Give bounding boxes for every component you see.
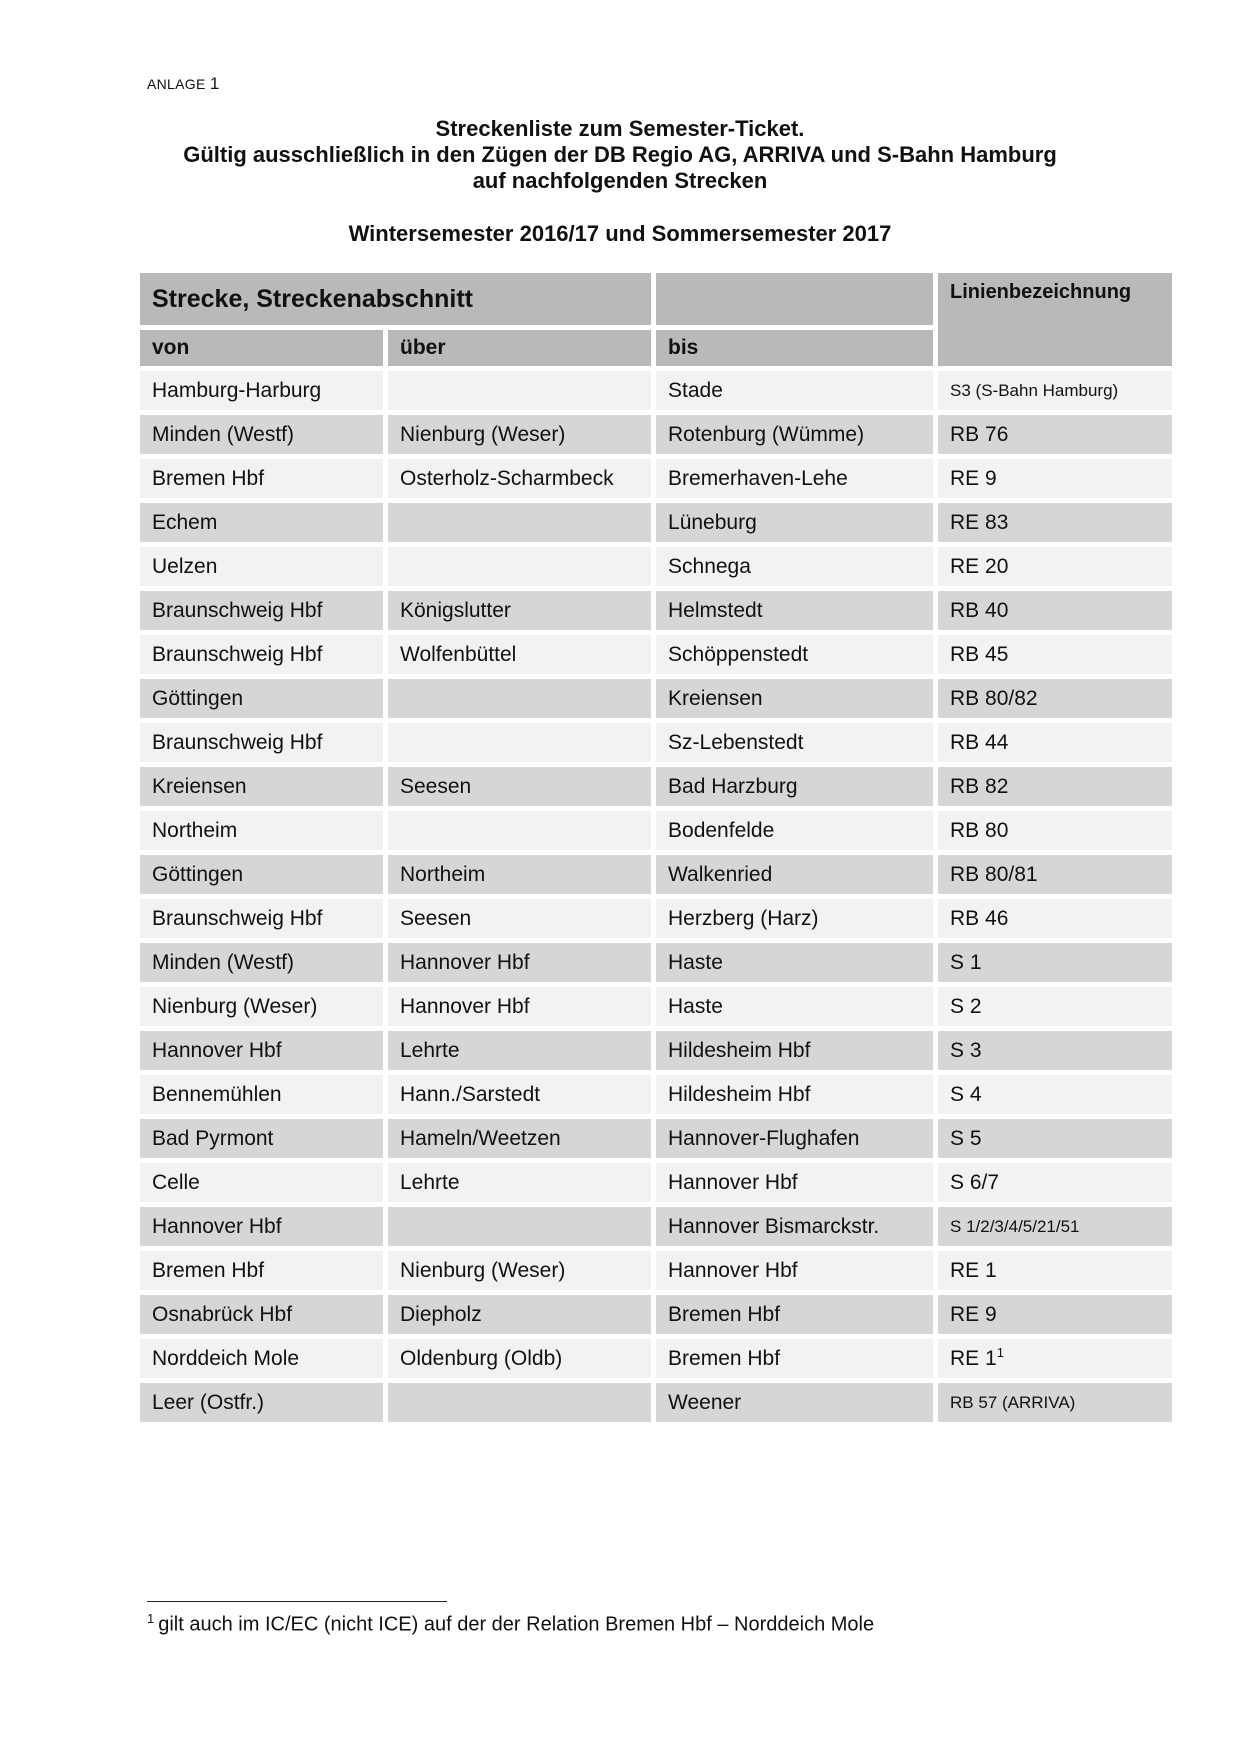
cell-via-text: Seesen [400,906,472,930]
cell-from-text: Göttingen [152,686,244,710]
cell-line [938,723,1172,762]
cell-via [388,1339,651,1378]
route-table [135,268,1177,1427]
cell-to-text: Kreiensen [668,686,763,710]
cell-via [388,1251,651,1290]
table-row [140,679,1172,718]
annex-number: 1 [209,74,220,93]
cell-via-text: Wolfenbüttel [400,642,517,666]
document-title [0,116,1240,194]
cell-line-text: RB 57 (ARRIVA) [950,1392,1076,1412]
cell-to-text: Stade [668,378,723,402]
cell-via [388,767,651,806]
cell-via [388,679,651,718]
cell-from [140,591,383,630]
cell-line [938,1207,1172,1246]
cell-to [656,1339,933,1378]
table-row [140,635,1172,674]
cell-from-text: Bennemühlen [152,1082,282,1106]
title-line-3: auf nachfolgenden Strecken [472,168,768,193]
cell-via [388,855,651,894]
cell-from-text: Uelzen [152,554,218,578]
table-row [140,1251,1172,1290]
footnote-text: gilt auch im IC/EC (nicht ICE) auf der der Relation Bremen Hbf – Norddeich Mole [158,1613,875,1636]
cell-to [656,1031,933,1070]
cell-via-text: Hameln/Weetzen [400,1126,561,1150]
cell-from [140,547,383,586]
cell-to [656,1119,933,1158]
cell-via [388,1031,651,1070]
annex-label [147,74,220,94]
cell-to-text: Hannover-Flughafen [668,1126,860,1150]
cell-from-text: Hannover Hbf [152,1038,282,1062]
cell-to-text: Schnega [668,554,751,578]
table-row [140,1295,1172,1334]
cell-via [388,1163,651,1202]
cell-to-text: Schöppenstedt [668,642,809,666]
title-line-2: Gültig ausschließlich in den Zügen der DB Regio AG, ARRIVA und S-Bahn Hamburg [183,142,1057,167]
cell-via [388,591,651,630]
table-row [140,415,1172,454]
cell-line-text: RB 82 [950,774,1009,798]
cell-from [140,1075,383,1114]
cell-via [388,547,651,586]
cell-line-text: RE 83 [950,510,1009,534]
header-to: bis [656,330,933,366]
cell-line-text: RB 80 [950,818,1009,842]
cell-via-text: Northeim [400,862,486,886]
header-from: von [140,330,383,366]
cell-via-text: Seesen [400,774,472,798]
cell-to [656,855,933,894]
cell-from [140,1251,383,1290]
cell-line-text: RE 1 [950,1258,997,1282]
cell-line-text: S 1/2/3/4/5/21/51 [950,1216,1080,1236]
table-row [140,855,1172,894]
cell-via-text: Lehrte [400,1170,460,1194]
cell-via [388,1207,651,1246]
cell-line [938,767,1172,806]
cell-from-text: Braunschweig Hbf [152,598,323,622]
cell-to-text: Bad Harzburg [668,774,798,798]
cell-from [140,723,383,762]
cell-line [938,811,1172,850]
cell-to [656,1295,933,1334]
cell-line [938,547,1172,586]
cell-line [938,1163,1172,1202]
cell-via-text: Oldenburg (Oldb) [400,1346,563,1370]
cell-from-text: Braunschweig Hbf [152,642,323,666]
cell-line [938,1251,1172,1290]
cell-via [388,1119,651,1158]
cell-from-text: Braunschweig Hbf [152,906,323,930]
cell-to-text: Sz-Lebenstedt [668,730,804,754]
cell-to [656,503,933,542]
table-row [140,1163,1172,1202]
cell-from-text: Bremen Hbf [152,1258,265,1282]
semester-heading: Wintersemester 2016/17 und Sommersemester 2017 [348,221,892,246]
cell-line [938,1383,1172,1422]
cell-to-text: Hildesheim Hbf [668,1082,811,1106]
cell-via [388,943,651,982]
header-via: über [388,330,651,366]
cell-from-text: Nienburg (Weser) [152,994,318,1018]
cell-from [140,943,383,982]
title-line-1: Streckenliste zum Semester-Ticket. [435,116,805,141]
cell-from-text: Leer (Ostfr.) [152,1390,265,1414]
table-row [140,987,1172,1026]
cell-from-text: Norddeich Mole [152,1346,300,1370]
cell-to-text: Bremen Hbf [668,1302,781,1326]
cell-to-text: Bremen Hbf [668,1346,781,1370]
cell-via [388,459,651,498]
cell-line-text: RB 40 [950,598,1009,622]
cell-from [140,899,383,938]
cell-from-text: Minden (Westf) [152,422,294,446]
cell-from-text: Osnabrück Hbf [152,1302,293,1326]
cell-from [140,1119,383,1158]
cell-from-text: Northeim [152,818,238,842]
table-row [140,1075,1172,1114]
cell-line [938,1031,1172,1070]
cell-to [656,899,933,938]
cell-from [140,767,383,806]
cell-from-text: Göttingen [152,862,244,886]
table-row [140,1383,1172,1422]
cell-line-text: RB 76 [950,422,1009,446]
cell-from [140,415,383,454]
table-row [140,547,1172,586]
cell-from [140,1339,383,1378]
cell-via-text: Hann./Sarstedt [400,1082,541,1106]
cell-to-text: Haste [668,950,723,974]
cell-to [656,635,933,674]
table-row [140,767,1172,806]
cell-via-text: Hannover Hbf [400,950,530,974]
cell-from-text: Braunschweig Hbf [152,730,323,754]
cell-from-text: Celle [152,1170,200,1194]
cell-line [938,1119,1172,1158]
cell-from [140,855,383,894]
cell-to [656,1207,933,1246]
footnote-divider [147,1601,447,1602]
header-line-name: Linienbezeichnung [938,273,1172,366]
cell-via [388,723,651,762]
cell-to [656,679,933,718]
cell-to [656,811,933,850]
cell-to-text: Lüneburg [668,510,757,534]
cell-to [656,371,933,410]
cell-via-text: Nienburg (Weser) [400,422,566,446]
cell-from [140,635,383,674]
cell-line-text: RB 80/81 [950,862,1038,886]
cell-line [938,987,1172,1026]
header-route-section: Strecke, Streckenabschnitt [140,273,651,325]
cell-line-text: S 3 [950,1038,982,1062]
cell-to [656,987,933,1026]
cell-to-text: Walkenried [668,862,773,886]
cell-from-text: Hannover Hbf [152,1214,282,1238]
cell-from [140,811,383,850]
cell-from-text: Hamburg-Harburg [152,378,322,402]
cell-to [656,943,933,982]
table-row [140,899,1172,938]
cell-to-text: Helmstedt [668,598,763,622]
cell-to [656,591,933,630]
cell-line [938,1075,1172,1114]
cell-line [938,1295,1172,1334]
cell-from [140,1031,383,1070]
cell-via-text: Lehrte [400,1038,460,1062]
table-row [140,591,1172,630]
cell-line [938,679,1172,718]
cell-line-text: S 6/7 [950,1170,1000,1194]
cell-from [140,1383,383,1422]
cell-line-text: S 2 [950,994,982,1018]
cell-via-text: Diepholz [400,1302,482,1326]
cell-line [938,591,1172,630]
cell-via [388,899,651,938]
cell-to-text: Haste [668,994,723,1018]
cell-line [938,503,1172,542]
cell-via [388,987,651,1026]
cell-line-text: RE 9 [950,1302,997,1326]
cell-from [140,987,383,1026]
table-row [140,723,1172,762]
table-row [140,371,1172,410]
cell-to [656,1251,933,1290]
table-row [140,503,1172,542]
cell-to-text: Bremerhaven-Lehe [668,466,848,490]
cell-via-text: Hannover Hbf [400,994,530,1018]
cell-to [656,767,933,806]
cell-from [140,1295,383,1334]
cell-from [140,1207,383,1246]
cell-line-text: S 4 [950,1082,982,1106]
cell-to-text: Weener [668,1390,742,1414]
footnote-number: 1 [147,1611,155,1626]
cell-line-text: RB 44 [950,730,1009,754]
cell-line [938,459,1172,498]
cell-to-text: Herzberg (Harz) [668,906,819,930]
cell-from [140,679,383,718]
cell-line [938,855,1172,894]
cell-via [388,503,651,542]
cell-to [656,1163,933,1202]
cell-via [388,371,651,410]
cell-to-text: Hildesheim Hbf [668,1038,811,1062]
cell-via [388,1075,651,1114]
cell-line-text: RB 46 [950,906,1009,930]
cell-line-text: S 5 [950,1126,982,1150]
footnote [147,1611,874,1637]
cell-via [388,635,651,674]
cell-line [938,1339,1172,1378]
route-rows [140,371,1172,1422]
cell-to [656,415,933,454]
cell-line-text: RB 45 [950,642,1009,666]
cell-from [140,459,383,498]
cell-to [656,459,933,498]
cell-from [140,1163,383,1202]
cell-to-text: Rotenburg (Wümme) [668,422,865,446]
cell-line [938,635,1172,674]
cell-line [938,371,1172,410]
cell-to-text: Hannover Hbf [668,1258,798,1282]
table-row [140,811,1172,850]
table-row [140,1339,1172,1378]
cell-via-text: Nienburg (Weser) [400,1258,566,1282]
table-row [140,1119,1172,1158]
cell-line [938,415,1172,454]
cell-line-text: S3 (S-Bahn Hamburg) [950,380,1119,400]
cell-via [388,415,651,454]
cell-from-text: Bremen Hbf [152,466,265,490]
cell-to [656,1383,933,1422]
cell-line [938,899,1172,938]
table-row [140,1031,1172,1070]
cell-to [656,547,933,586]
annex-label-text: ANLAGE [147,76,206,92]
cell-from [140,371,383,410]
cell-line-text: RE 1 [950,1346,997,1370]
cell-from-text: Kreiensen [152,774,247,798]
table-row [140,1207,1172,1246]
footnote-reference: 1 [996,1344,1004,1360]
cell-line-text: RE 9 [950,466,997,490]
cell-via [388,811,651,850]
header-blank-cell [656,273,933,325]
cell-via [388,1295,651,1334]
cell-to [656,723,933,762]
table-row [140,943,1172,982]
cell-to [656,1075,933,1114]
cell-from-text: Bad Pyrmont [152,1126,274,1150]
cell-via-text: Osterholz-Scharmbeck [400,466,614,490]
cell-from [140,503,383,542]
table-row [140,459,1172,498]
cell-line-text: S 1 [950,950,982,974]
cell-via-text: Königslutter [400,598,511,622]
cell-line-text: RB 80/82 [950,686,1038,710]
cell-to-text: Hannover Bismarckstr. [668,1214,880,1238]
cell-via [388,1383,651,1422]
cell-from-text: Echem [152,510,218,534]
cell-line [938,943,1172,982]
cell-from-text: Minden (Westf) [152,950,294,974]
cell-line-text: RE 20 [950,554,1009,578]
cell-to-text: Hannover Hbf [668,1170,798,1194]
cell-to-text: Bodenfelde [668,818,775,842]
